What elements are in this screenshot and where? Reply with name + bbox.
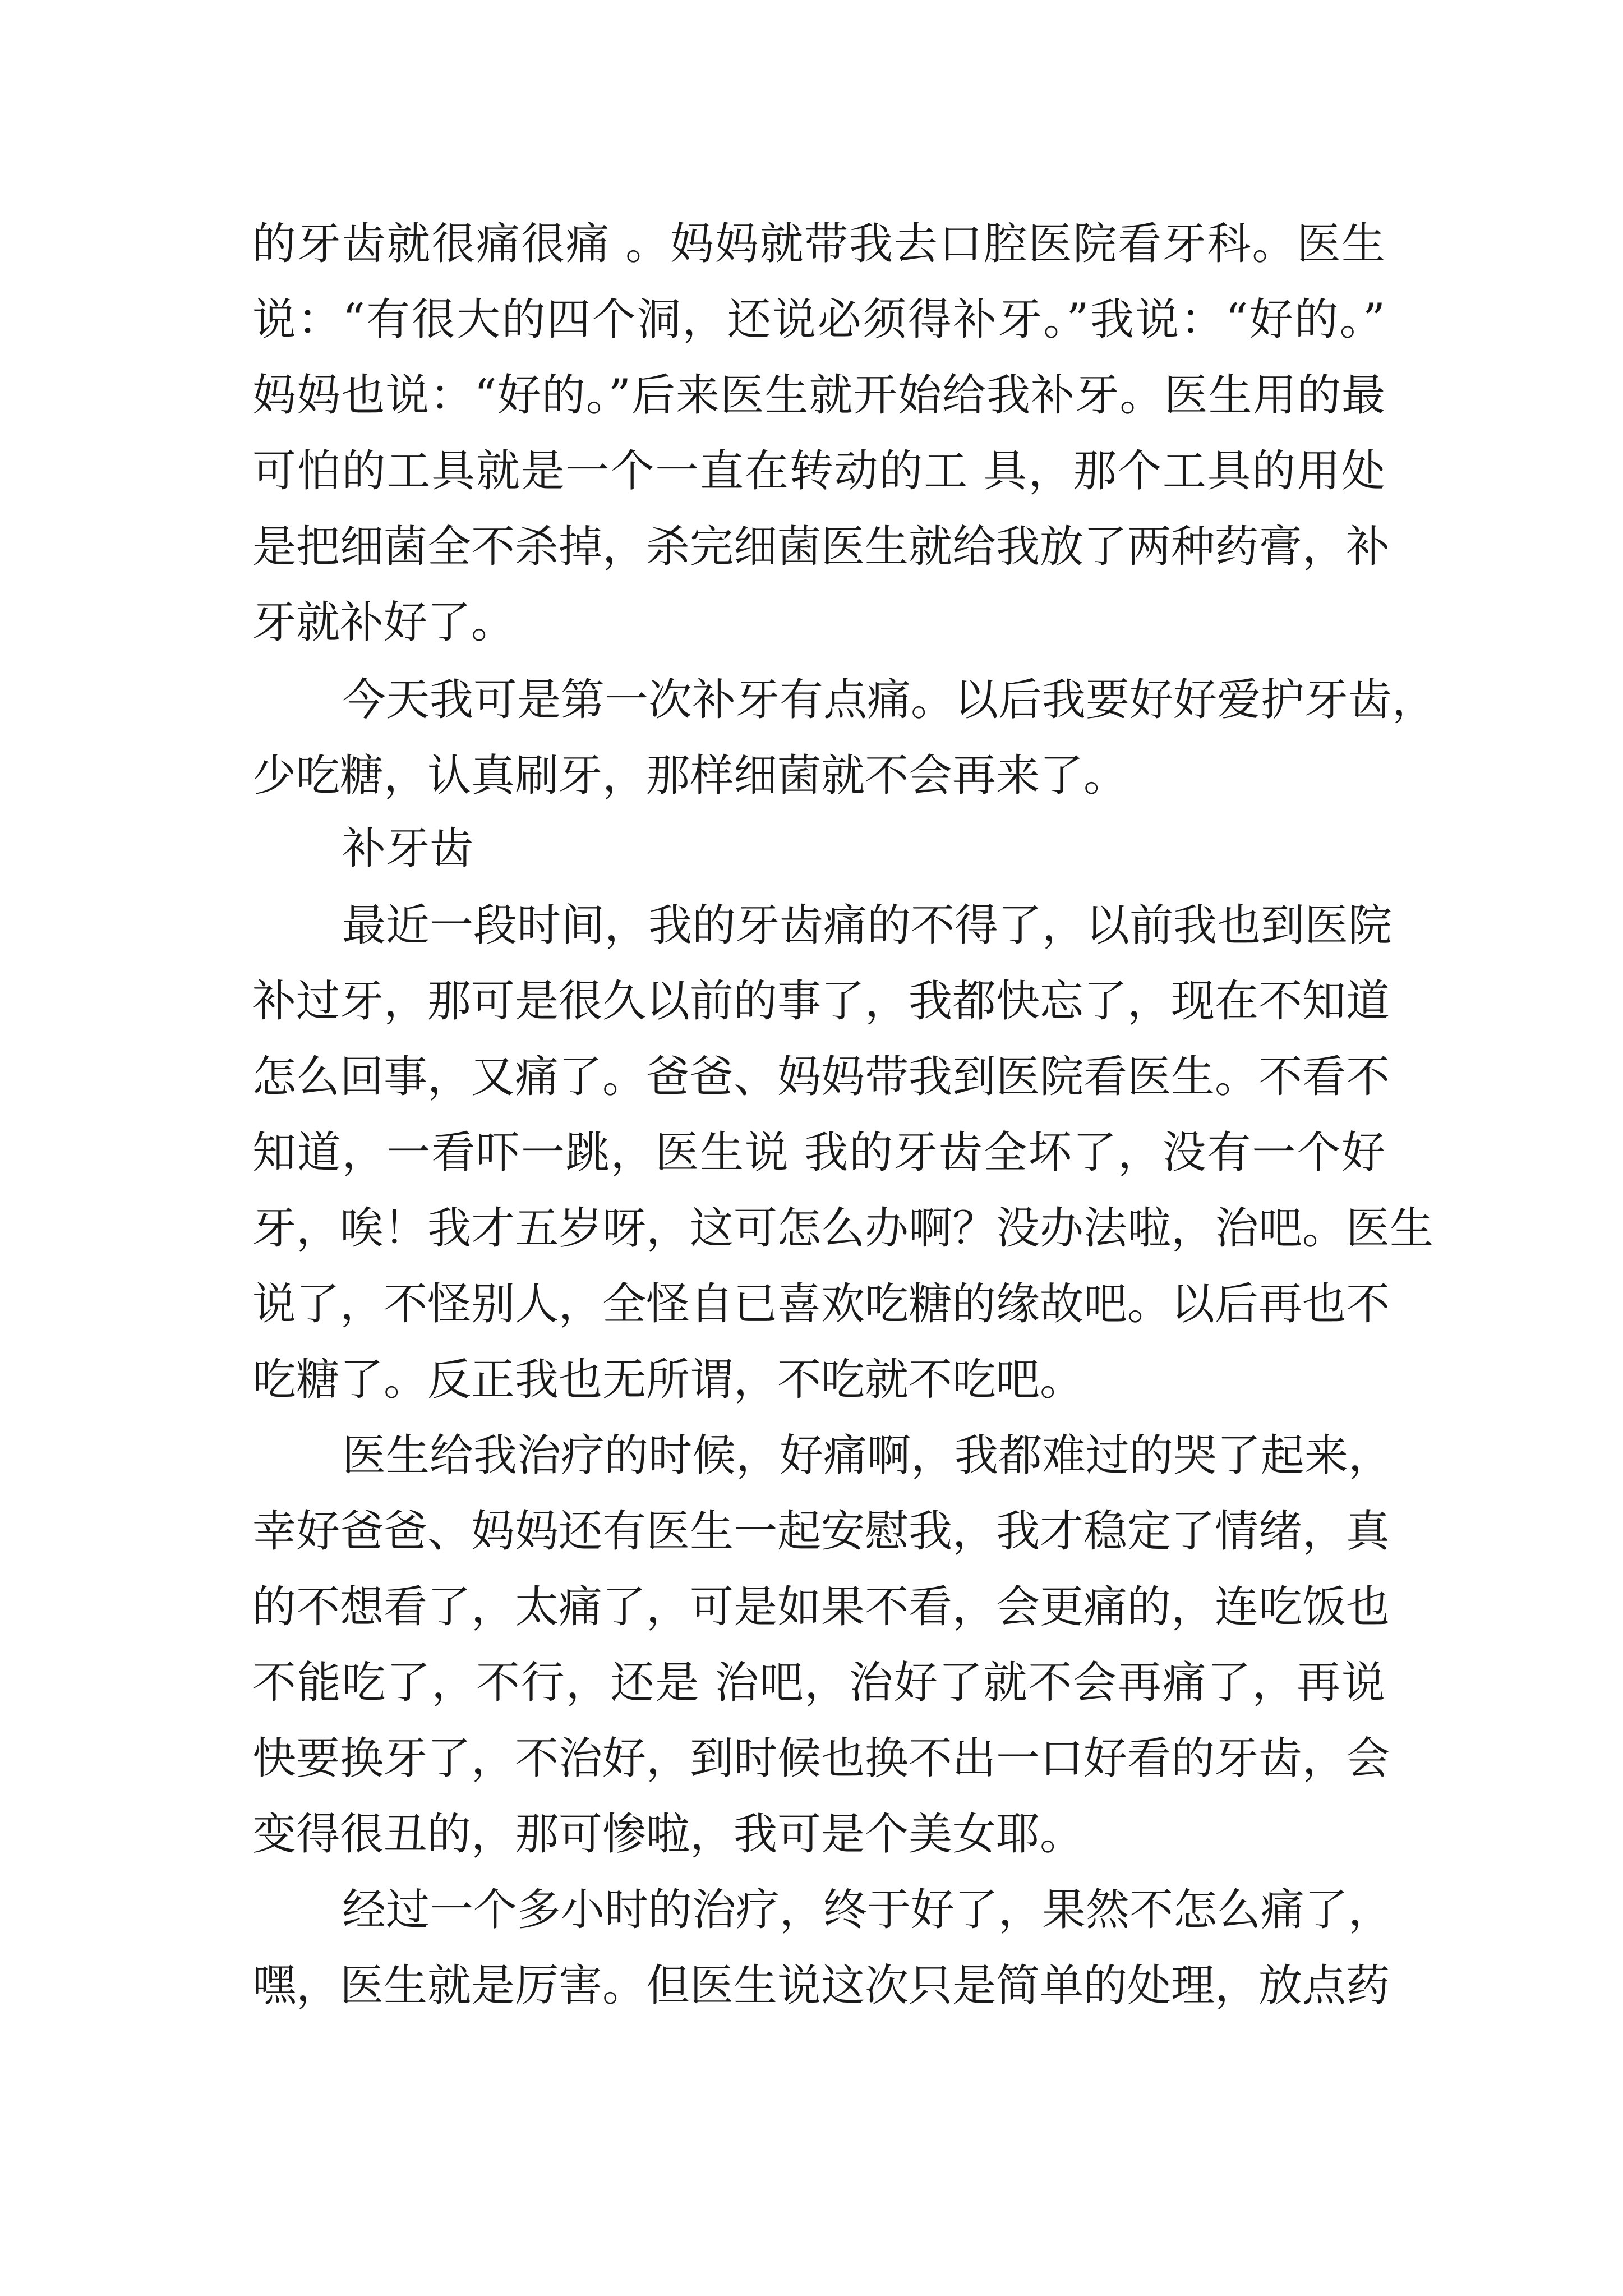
text-line: 快要换牙了，不治好，到时候也换不出一口好看的牙齿，会 [252,1733,1390,1784]
text-line: 吃糖了。反正我也无所谓，不吃就不吃吧。 [252,1355,1084,1405]
text-line: 知道，一看吓一跳，医生说 我的牙齿全坏了，没有一个好 [252,1128,1385,1178]
text-line: 今天我可是第一次补牙有点痛。以后我要好好爱护牙齿， [342,675,1436,725]
text-line: 牙，唉！我才五岁呀，这可怎么办啊？没办法啦，治吧。医生 [252,1203,1434,1254]
text-line: 补过牙，那可是很久以前的事了，我都快忘了，现在不知道 [252,976,1390,1027]
text-line: 牙就补好了。 [252,597,515,648]
text-line: 最近一段时间，我的牙齿痛的不得了，以前我也到医院 [342,900,1393,951]
text-line: 说了，不怪别人，全怪自已喜欢吃糖的缘故吧。以后再也不 [252,1279,1390,1329]
text-line: 少吃糖，认真刷牙，那样细菌就不会再来了。 [252,751,1128,801]
text-line: 经过一个多小时的治疗，终于好了，果然不怎么痛了， [342,1885,1393,1935]
text-line: 医生给我治疗的时候，好痛啊，我都难过的哭了起来， [342,1430,1393,1481]
text-line: 不能吃了，不行，还是 治吧，治好了就不会再痛了，再说 [252,1658,1385,1708]
text-line: 说：“有很大的四个洞，还说必须得补牙。”我说：“好的。” [252,295,1385,345]
text-line: 幸好爸爸、妈妈还有医生一起安慰我，我才稳定了情绪，真 [252,1506,1390,1557]
text-line: 的牙齿就很痛很痛 。妈妈就带我去口腔医院看牙科。医生 [252,219,1385,269]
text-line: 可怕的工具就是一个一直在转动的工 具，那个工具的用处 [252,446,1385,496]
text-line: 妈妈也说：“好的。”后来医生就开始给我补牙。医生用的最 [252,370,1385,421]
text-line: 嘿，医生就是厉害。但医生说这次只是简单的处理，放点药 [252,1961,1390,2011]
text-line: 是把细菌全不杀掉，杀完细菌医生就给我放了两种药膏，补 [252,522,1390,572]
text-line: 的不想看了，太痛了，可是如果不看，会更痛的，连吃饭也 [252,1582,1390,1632]
text-line: 怎么回事，又痛了。爸爸、妈妈带我到医院看医生。不看不 [252,1052,1390,1102]
section-heading: 补牙齿 [342,823,474,874]
text-line: 变得很丑的，那可惨啦，我可是个美女耶。 [252,1809,1084,1860]
